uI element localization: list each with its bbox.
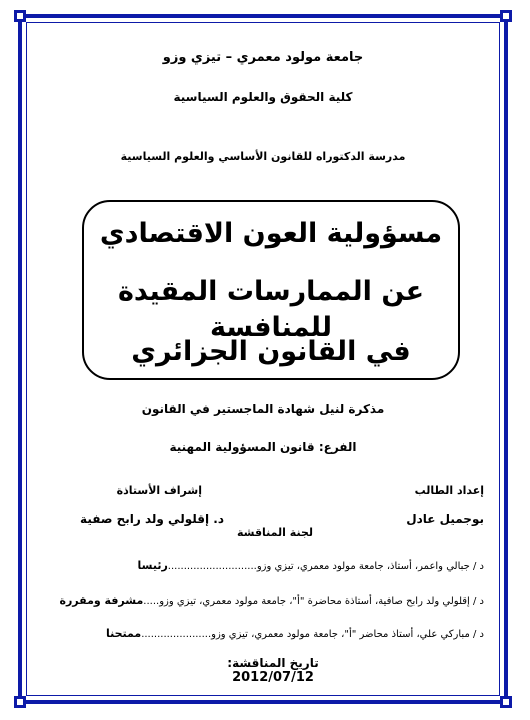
supervision-label: إشراف الأستاذة [116,484,202,497]
committee-member-info: د / مباركي علي، أستاذ محاضر "أ"، جامعة مولود معمري، تيزي وزو [211,629,484,640]
committee-member [38,594,484,607]
thesis-title-line-1: مسؤولية العون الاقتصادي [99,218,443,249]
defense-date [190,656,356,685]
corner-ornament-top-left [14,10,26,22]
committee-label: لجنة المناقشة [236,526,313,539]
thesis-title-line-2: عن الممارسات المقيدة للمنافسة [117,276,425,343]
dot-leader: ..... [143,596,160,607]
defense-date-value: 2012/07/12 [232,670,314,685]
branch: الفرع: قانون المسؤولية المهنية [169,440,357,454]
doctoral-school: مدرسة الدكتوراه للقانون الأساسي والعلوم السياسية [120,150,406,163]
committee-member [38,627,484,640]
defense-date-label: تاريخ المناقشة: [227,656,319,670]
committee-member-role: رئيسا [137,559,168,572]
dot-leader: ...................... [141,629,212,640]
dot-leader: ............................ [167,561,257,572]
university-name: جامعة مولود معمري – تيزي وزو [162,50,364,65]
supervisor-name: د. إقلولي ولد رابح صفية [80,512,224,526]
corner-ornament-bottom-right [500,696,512,708]
committee-member-role: ممتحنا [105,627,142,640]
thesis-title-line-3: في القانون الجزائري [131,336,411,367]
committee-member [38,559,484,572]
prepared-by-label: إعداد الطالب [414,484,484,497]
committee-member-role: مشرفة ومقررة [59,594,144,607]
corner-ornament-bottom-left [14,696,26,708]
committee-member-info: د / جبالي واعمر، أستاذ، جامعة مولود معمري، تيزي وزو [256,561,484,572]
student-name: بوجميل عادل [406,512,484,526]
degree-statement: مذكرة لنيل شهادة الماجستير في القانون [141,402,385,416]
committee-member-info: د / إقلولي ولد رابح صافية، أستاذة محاضرة "أ"، جامعة مولود معمري، تيزي وزو [159,596,484,607]
corner-ornament-top-right [500,10,512,22]
faculty-name: كلية الحقوق والعلوم السياسية [173,90,353,104]
